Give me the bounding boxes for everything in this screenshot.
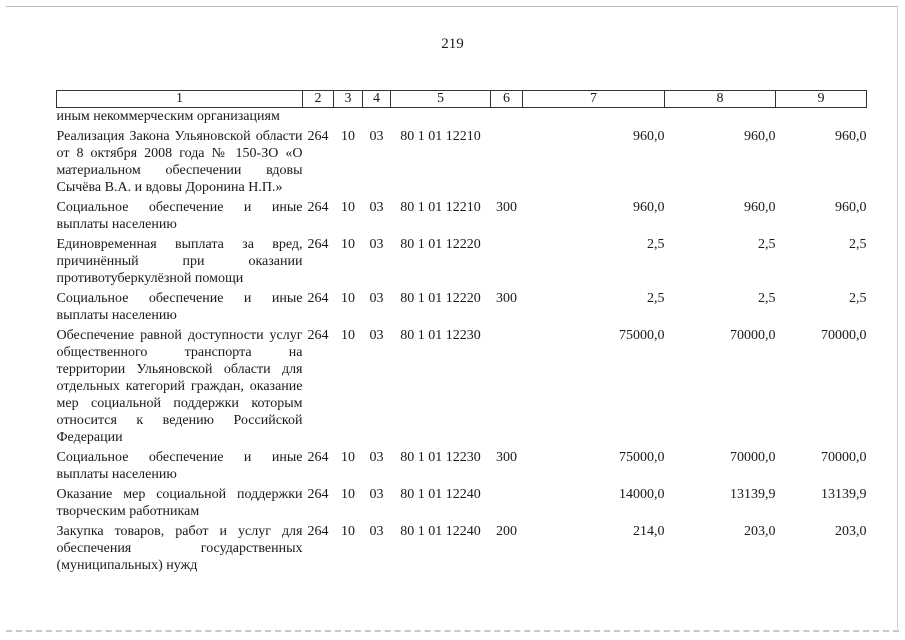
cell-amount-year1: 75000,0 (619, 328, 665, 343)
cell-target-item (391, 108, 491, 126)
table-row (57, 446, 867, 483)
cell-amount-year2: 960,0 (744, 129, 776, 144)
cell-expense-type (491, 108, 523, 126)
cell-subsection: 03 (369, 487, 384, 502)
cell-amount-year1: 14000,0 (619, 487, 665, 502)
column-header: 9 (776, 91, 867, 108)
cell-target-item: 80 1 01 12240 (400, 524, 481, 539)
cell-section: 10 (341, 291, 355, 306)
cell-section: 10 (341, 237, 355, 252)
row-name: Единовременная выплата за вред, причинённый при оказании противотуберкулёзной помощи (56, 237, 303, 286)
table-row (57, 233, 867, 287)
cell-amount-year3: 70000,0 (821, 450, 867, 465)
cell-amount-year2 (665, 108, 776, 126)
cell-amount-year2: 70000,0 (730, 328, 776, 343)
cell-amount-year1: 2,5 (647, 291, 665, 306)
cell-section: 10 (341, 200, 355, 215)
cell-ministry: 264 (307, 450, 329, 465)
cell-subsection: 03 (369, 291, 384, 306)
cell-section: 10 (341, 129, 355, 144)
cell-section (334, 108, 363, 126)
column-header: 8 (665, 91, 776, 108)
cell-target-item: 80 1 01 12220 (400, 291, 481, 306)
cell-expense-type (491, 125, 523, 196)
cell-subsection (363, 108, 391, 126)
cell-amount-year3 (776, 108, 867, 126)
budget-table (56, 90, 867, 574)
cell-ministry: 264 (307, 237, 329, 252)
row-name: Социальное обеспечение и иные выплаты населению (56, 200, 303, 232)
cell-target-item: 80 1 01 12220 (400, 237, 481, 252)
cell-target-item: 80 1 01 12230 (400, 450, 481, 465)
cell-amount-year1: 75000,0 (619, 450, 665, 465)
cell-expense-type (491, 324, 523, 446)
cell-amount-year3: 13139,9 (821, 487, 867, 502)
cell-target-item: 80 1 01 12240 (400, 487, 481, 502)
cell-ministry: 264 (307, 129, 329, 144)
cell-amount-year3: 960,0 (835, 129, 867, 144)
cell-amount-year3: 203,0 (835, 524, 867, 539)
row-name: Социальное обеспечение и иные выплаты населению (56, 450, 303, 482)
cell-subsection: 03 (369, 524, 384, 539)
cell-section: 10 (341, 328, 355, 343)
column-header: 5 (391, 91, 491, 108)
cell-amount-year3: 70000,0 (821, 328, 867, 343)
table-row (57, 108, 867, 126)
cell-section: 10 (341, 450, 355, 465)
cell-subsection: 03 (369, 129, 384, 144)
cell-amount-year2: 960,0 (744, 200, 776, 215)
column-number-header (57, 91, 867, 108)
row-name: Закупка товаров, работ и услуг для обеспечения государственных (муниципальных) нужд (56, 524, 303, 573)
cell-target-item: 80 1 01 12230 (400, 328, 481, 343)
cell-ministry: 264 (307, 200, 329, 215)
cell-amount-year1: 214,0 (633, 524, 665, 539)
cell-subsection: 03 (369, 328, 384, 343)
cell-amount-year1 (523, 108, 665, 126)
cell-amount-year2: 203,0 (744, 524, 776, 539)
cell-amount-year1: 960,0 (633, 200, 665, 215)
cell-ministry: 264 (307, 487, 329, 502)
cell-target-item: 80 1 01 12210 (400, 129, 481, 144)
column-header: 3 (334, 91, 363, 108)
table-row (57, 520, 867, 574)
cell-expense-type (491, 483, 523, 520)
table-row (57, 483, 867, 520)
cell-expense-type: 300 (496, 291, 517, 306)
cell-amount-year1: 960,0 (633, 129, 665, 144)
table-row (57, 324, 867, 446)
row-name: Социальное обеспечение и иные выплаты населению (56, 291, 303, 323)
cell-amount-year2: 2,5 (758, 237, 776, 252)
page-bottom-edge (6, 630, 899, 632)
column-header: 2 (303, 91, 334, 108)
column-header: 6 (491, 91, 523, 108)
column-header: 1 (57, 91, 303, 108)
cell-section: 10 (341, 487, 355, 502)
cell-amount-year3: 2,5 (849, 237, 867, 252)
cell-amount-year2: 70000,0 (730, 450, 776, 465)
cell-amount-year3: 960,0 (835, 200, 867, 215)
cell-expense-type: 300 (496, 450, 517, 465)
cell-subsection: 03 (369, 450, 384, 465)
column-header: 4 (363, 91, 391, 108)
table-row (57, 196, 867, 233)
cell-ministry (303, 108, 334, 126)
cell-amount-year2: 13139,9 (730, 487, 776, 502)
cell-subsection: 03 (369, 237, 384, 252)
cell-target-item: 80 1 01 12210 (400, 200, 481, 215)
page-number: 219 (441, 36, 464, 52)
column-header: 7 (523, 91, 665, 108)
cell-ministry: 264 (307, 524, 329, 539)
cell-expense-type: 200 (496, 524, 517, 539)
table-row (57, 287, 867, 324)
row-name: Обеспечение равной доступности услуг общественного транспорта на территории Ульяновской области для отдельных категорий граждан, оказание мер социальной поддержки которым относится к ведению Российской Федерации (56, 328, 303, 445)
cell-ministry: 264 (307, 328, 329, 343)
cell-amount-year3: 2,5 (849, 291, 867, 306)
row-name: иным некоммерческим организациям (56, 109, 280, 124)
cell-ministry: 264 (307, 291, 329, 306)
cell-expense-type: 300 (496, 200, 517, 215)
cell-expense-type (491, 233, 523, 287)
row-name: Реализация Закона Ульяновской области от 8 октября 2008 года № 150-ЗО «О материальном обеспечении вдовы Сычёва В.А. и вдовы Доронина Н.П.» (56, 129, 303, 195)
cell-amount-year2: 2,5 (758, 291, 776, 306)
row-name: Оказание мер социальной поддержки творческим работникам (56, 487, 303, 519)
cell-amount-year1: 2,5 (647, 237, 665, 252)
cell-subsection: 03 (369, 200, 384, 215)
table-row (57, 125, 867, 196)
cell-section: 10 (341, 524, 355, 539)
